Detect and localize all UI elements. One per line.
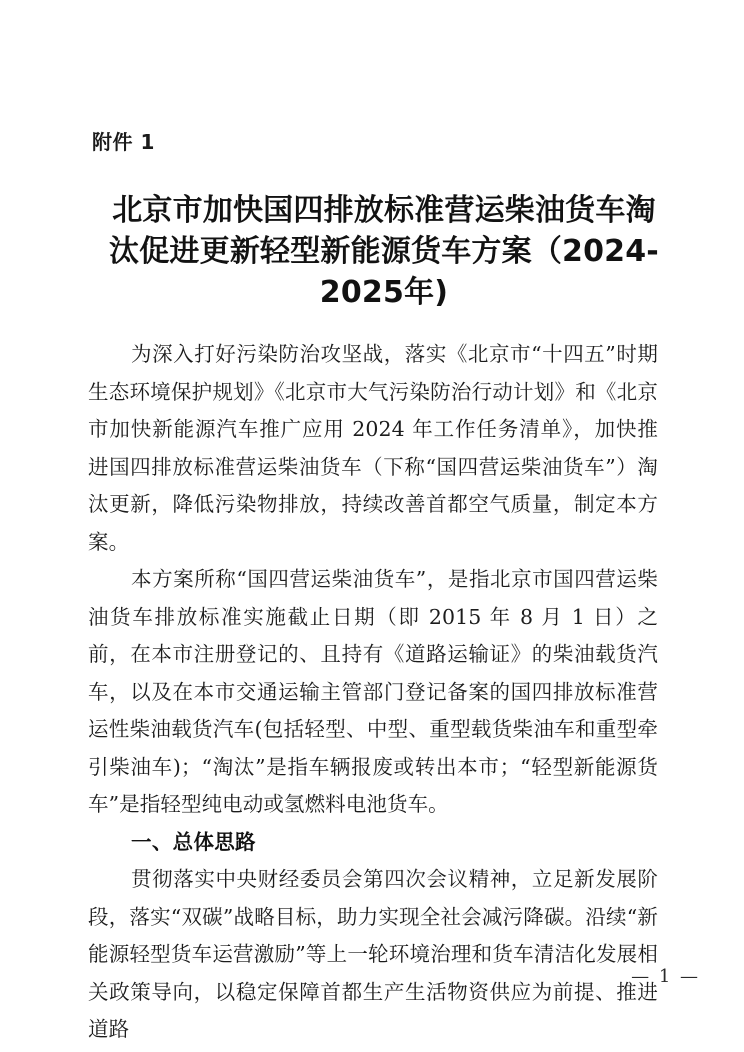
section-1-paragraph-1: 贯彻落实中央财经委员会第四次会议精神，立足新发展阶段，落实“双碳”战略目标，助力实现全社会减污降碳。沿续“新能源轻型货车运营激励”等上一轮环境治理和货车清洁化发展相关政策导向，以稳定保障首都生产生活物资供应为前提、推进道路 — [88, 867, 658, 1041]
document-body — [88, 336, 658, 1049]
paragraph-2: 本方案所称“国四营运柴油货车”，是指北京市国四营运柴油货车排放标准实施截止日期（即 2015 年 8 月 1 日）之前，在本市注册登记的、且持有《道路运输证》的柴油载货汽车，以及在本市交通运输主管部门登记备案的国四排放标准营运性柴油载货汽车(包括轻型、中型、重型载货柴油车和重型牵引柴油车)；“淘汰”是指车辆报废或转出本市；“轻型新能源货车”是指轻型纯电动或氢燃料电池货车。 — [88, 567, 658, 816]
attachment-label: 附件 1 — [92, 130, 155, 154]
page-title: 北京市加快国四排放标准营运柴油货车淘汰促进更新轻型新能源货车方案（2024-2025年) — [109, 193, 659, 310]
page-number-footer: — 1 — — [631, 966, 700, 987]
section-heading-1: 一、总体思路 — [131, 829, 256, 854]
paragraph-1: 为深入打好污染防治攻坚战，落实《北京市“十四五”时期生态环境保护规划》《北京市大气污染防治行动计划》和《北京市加快新能源汽车推广应用 2024 年工作任务清单》，加快推进国四排放标准营运柴油货车（下称“国四营运柴油货车”）淘汰更新，降低污染物排放，持续改善首都空气质量，制定本方案。 — [88, 342, 658, 554]
